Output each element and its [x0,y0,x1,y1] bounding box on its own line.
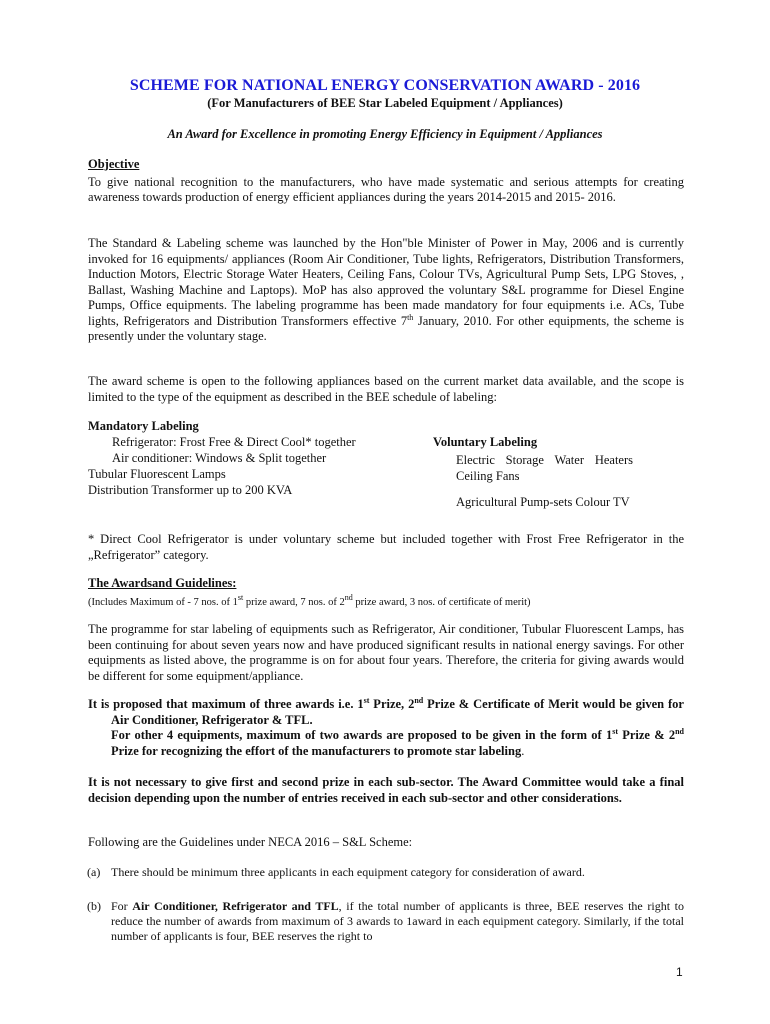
voluntary-labeling-list [433,434,633,510]
sl-scheme-text: The Standard & Labeling scheme was launched by the Hon"ble Minister of Power in May, 2006 and is currently invoked for 16 equipments/ appliances (Room Air Conditioner, Tube lights, Refrigerators, Distribution Transformers, Induction Motors, Electric Storage Water Heaters, Ceiling Fans, Colour TVs, Agricultural Pump Sets, LPG Stoves, , Ballast, Washing Machine and Laptops). MoP has also approved the voluntary S&L programme for Diesel Engine Pumps, Office equipments. The labeling programme has been made mandatory for four equipments i.e. ACs, Tube lights, Refrigerators and Distribution Transformers effective 7 [88,236,684,328]
guidelines-intro: Following are the Guidelines under NECA 2016 – S&L Scheme: [88,835,413,849]
mandatory-item: Tubular Fluorescent Lamps [88,467,226,481]
award-scope-paragraph: The award scheme is open to the following appliances based on the current market data available, and the scope is limited to the type of the equipment as described in the BEE schedule of labeling: [88,374,684,404]
guideline-label: (b) [87,899,101,913]
sl-scheme-paragraph [88,236,684,345]
guideline-item: (b) For Air Conditioner, Refrigerator and TFL, if the total number of applicants is three, BEE reserves the right to reduce the number of awards from maximum of 3 awards to 1award in each equipment category. Similarly, if the total number of applicants is four, BEE reserves the right to [87,899,684,943]
objective-section [88,157,684,206]
proposal-other-equipments: For other 4 equipments, maximum of two awards are proposed to be given in the form of 1st Prize & 2nd Prize for recognizing the effort of the manufacturers to promote star labeling. [111,727,684,758]
sl-scheme-sup: th [407,312,414,322]
voluntary-item: Electric Storage Water Heaters Ceiling Fans [456,453,633,483]
mandatory-item: Distribution Transformer up to 200 KVA [88,483,293,497]
voluntary-heading: Voluntary Labeling [433,435,538,449]
sl-scheme-text-end: January, 2010. For other equipments, the scheme is presently under the voluntary stage. [88,313,684,343]
not-necessary-paragraph: It is not necessary to give first and second prize in each sub-sector. The Award Committee would take a final decision depending upon the number of entries received in each sub-sector and other considerations. [88,775,684,805]
awards-heading: The Awardsand Guidelines: [88,576,237,590]
mandatory-item: Refrigerator: Frost Free & Direct Cool* together [112,435,356,449]
guideline-label: (a) [87,865,101,879]
awards-section [88,576,684,610]
guideline-item [87,865,684,880]
proposal-paragraph [88,697,684,759]
direct-cool-note: * Direct Cool Refrigerator is under voluntary scheme but included together with Frost Free Refrigerator in the „Refrigerator” category. [88,532,684,562]
document-subtitle: (For Manufacturers of BEE Star Labeled Equipment / Appliances) [207,96,563,110]
awards-includes: (Includes Maximum of - 7 nos. of 1st prize award, 7 nos. of 2nd prize award, 3 nos. of certificate of merit) [88,592,531,608]
page-number: 1 [676,965,683,979]
mandatory-item: Air conditioner: Windows & Split together [112,451,327,465]
voluntary-item: Agricultural Pump-sets Colour TV [456,495,630,509]
guideline-text: There should be minimum three applicants in each equipment category for consideration of award. [111,865,585,879]
document-tagline: An Award for Excellence in promoting Energy Efficiency in Equipment / Appliances [167,127,603,141]
mandatory-heading: Mandatory Labeling [88,419,199,433]
objective-heading: Objective [88,157,140,171]
mandatory-labeling-list [88,418,418,498]
programme-paragraph: The programme for star labeling of equipments such as Refrigerator, Air conditioner, Tubular Fluorescent Lamps, has been continuing for about seven years now and have produced significant results in national energy savings. For other equipments as listed above, the programme is on for about four years. Therefore, the criteria for giving awards would be different for some equipment/appliance. [88,622,684,683]
document-title: SCHEME FOR NATIONAL ENERGY CONSERVATION AWARD - 2016 [129,77,641,94]
objective-text: To give national recognition to the manufacturers, who have made systematic and serious attempts for creating awareness towards production of energy efficient appliances during the years 2014-2015 and 2015- 2016. [88,174,684,204]
proposal-three-awards: It is proposed that maximum of three awards i.e. 1st Prize, 2nd Prize & Certificate of Merit would be given for Air Conditioner, Refrigerator & TFL. [88,696,684,727]
